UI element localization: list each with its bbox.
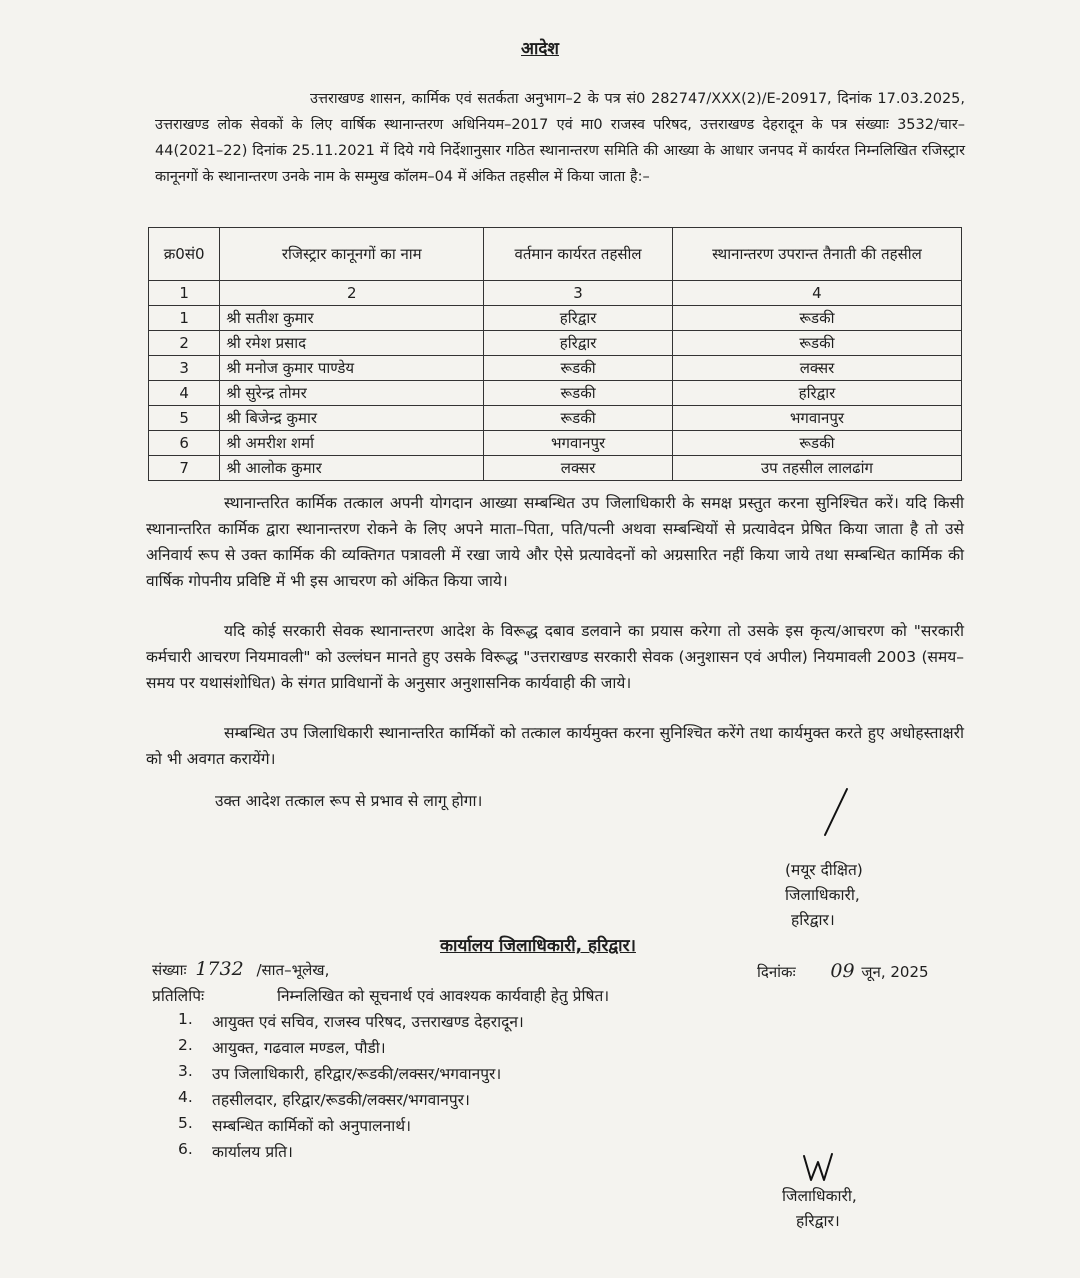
signatory-place: हरिद्वार।: [796, 1212, 840, 1230]
item-text: कार्यालय प्रति।: [212, 1143, 293, 1161]
signatory-block: [785, 858, 863, 933]
item-text: उप जिलाधिकारी, हरिद्वार/रूडकी/लक्सर/भगवानपुर।: [212, 1065, 502, 1083]
serial-cell: 7: [149, 456, 220, 481]
copy-line: [152, 984, 609, 1006]
current-tehsil-cell: रूडकी: [484, 406, 673, 431]
col-number: 2: [220, 281, 484, 306]
col-number: 1: [149, 281, 220, 306]
date-label: दिनांकः: [757, 963, 796, 981]
serial-cell: 1: [149, 306, 220, 331]
name-cell: श्री सतीश कुमार: [220, 306, 484, 331]
header-serial: क्र0सं0: [149, 228, 220, 281]
date-rest: जून, 2025: [861, 963, 929, 981]
signatory-place: हरिद्वार।: [791, 911, 835, 929]
serial-cell: 5: [149, 406, 220, 431]
serial-cell: 2: [149, 331, 220, 356]
item-number: 1.: [178, 1010, 193, 1028]
header-name: रजिस्ट्रार कानूनगों का नाम: [220, 228, 484, 281]
table-header-row: [149, 228, 962, 281]
list-item: [178, 1062, 524, 1088]
intro-paragraph: उत्तराखण्ड शासन, कार्मिक एवं सतर्कता अनुभाग–2 के पत्र सं0 282747/XXX(2)/E-20917, दिनांक 17.03.2025, उत्तराखण्ड लोक सेवकों के लिए वार्षिक स्थानान्तरण अधिनियम–2017 एवं मा0 राजस्व परिषद, उत्तराखण्ड देहरादून के पत्र संख्याः 3532/चार–44(2021–22) दिनांक 25.11.2021 में दिये गये निर्देशानुसार गठित स्थानान्तरण समिति की आख्या के आधार जनपद में कार्यरत निम्नलिखित रजिस्ट्रार कानूनगों के स्थानान्तरण उनके नाम के सम्मुख कॉलम–04 में अंकित तहसील में किया जाता है:–: [155, 91, 965, 185]
name-cell: श्री रमेश प्रसाद: [220, 331, 484, 356]
table-row: [149, 406, 962, 431]
paragraph-relieving: सम्बन्धित उप जिलाधिकारी स्थानान्तरित कार्मिकों को तत्काल कार्यमुक्त करना सुनिश्चित करेंगे तथा कार्यमुक्त करते हुए अधोहस्ताक्षरी को भी अवगत करायेंगे।: [146, 724, 964, 768]
header-new-tehsil: स्थानान्तरण उपरान्त तैनाती की तहसील: [672, 228, 961, 281]
item-number: 5.: [178, 1114, 193, 1132]
serial-cell: 3: [149, 356, 220, 381]
new-tehsil-cell: भगवानपुर: [672, 406, 961, 431]
current-tehsil-cell: लक्सर: [484, 456, 673, 481]
list-item: [178, 1140, 524, 1166]
number-suffix: /सात–भूलेख,: [256, 961, 330, 979]
table-row: [149, 306, 962, 331]
table-row: [149, 356, 962, 381]
item-text: आयुक्त एवं सचिव, राजस्व परिषद, उत्तराखण्ड देहरादून।: [212, 1013, 524, 1031]
signatory-designation: जिलाधिकारी,: [782, 1187, 857, 1205]
signature-mark-icon: [800, 1150, 840, 1186]
current-tehsil-cell: रूडकी: [484, 356, 673, 381]
paragraph-joining-report: स्थानान्तरित कार्मिक तत्काल अपनी योगदान आख्या सम्बन्धित उप जिलाधिकारी के समक्ष प्रस्तुत करना सुनिश्चित करें। यदि किसी स्थानान्तरित कार्मिक द्वारा स्थानान्तरण रोकने के लिए अपने माता–पिता, पति/पत्नी अथवा सम्बन्धियों से प्रत्यावेदन प्रेषित किया जाता है तो उसे अनिवार्य रूप से उक्त कार्मिक की व्यक्तिगत पत्रावली में रखा जाये और ऐसे प्रत्यावेदनों को अग्रसारित नहीं किया जाये तथा सम्बन्धित कार्मिक की वार्षिक गोपनीय प्रविष्टि में भी इस आचरण को अंकित किया जाये।: [146, 494, 964, 590]
endorsement-number: [152, 958, 329, 980]
list-item: [178, 1088, 524, 1114]
new-tehsil-cell: लक्सर: [672, 356, 961, 381]
item-number: 4.: [178, 1088, 193, 1106]
current-tehsil-cell: हरिद्वार: [484, 306, 673, 331]
signatory-designation: जिलाधिकारी,: [785, 886, 860, 904]
item-number: 3.: [178, 1062, 193, 1080]
number-label: संख्याः: [152, 961, 187, 979]
table-row: [149, 381, 962, 406]
col-number: 3: [484, 281, 673, 306]
table-row: [149, 331, 962, 356]
new-tehsil-cell: रूडकी: [672, 431, 961, 456]
handwritten-day: 09: [830, 960, 855, 982]
paragraph-pressure-warning: यदि कोई सरकारी सेवक स्थानान्तरण आदेश के विरूद्ध दबाव डलवाने का प्रयास करेगा तो उसके इस कृत्य/आचरण को "सरकारी कर्मचारी आचरण नियमावली" को उल्लंघन मानते हुए उसके विरूद्ध "उत्तराखण्ड सरकारी सेवक (अनुशासन एवं अपील) नियमावली 2003 (समय–समय पर यथासंशोधित) के संगत प्राविधानों के अनुसार अनुशासनिक कार्यवाही की जाये।: [146, 622, 964, 692]
list-item: [178, 1010, 524, 1036]
name-cell: श्री मनोज कुमार पाण्डेय: [220, 356, 484, 381]
order-title: आदेश: [521, 39, 559, 59]
serial-cell: 4: [149, 381, 220, 406]
current-tehsil-cell: रूडकी: [484, 381, 673, 406]
handwritten-number: 1732: [195, 958, 244, 980]
header-current-tehsil: वर्तमान कार्यरत तहसील: [484, 228, 673, 281]
new-tehsil-cell: रूडकी: [672, 306, 961, 331]
serial-cell: 6: [149, 431, 220, 456]
new-tehsil-cell: हरिद्वार: [672, 381, 961, 406]
item-number: 6.: [178, 1140, 193, 1158]
item-text: सम्बन्धित कार्मिकों को अनुपालनार्थ।: [212, 1117, 412, 1135]
office-heading: कार्यालय जिलाधिकारी, हरिद्वार।: [440, 936, 636, 956]
item-text: तहसीलदार, हरिद्वार/रूडकी/लक्सर/भगवानपुर।: [212, 1091, 470, 1109]
col-number: 4: [672, 281, 961, 306]
name-cell: श्री आलोक कुमार: [220, 456, 484, 481]
column-number-row: [149, 281, 962, 306]
endorsement-date: [757, 960, 929, 982]
copy-label: प्रतिलिपिः: [152, 987, 205, 1005]
current-tehsil-cell: हरिद्वार: [484, 331, 673, 356]
name-cell: श्री सुरेन्द्र तोमर: [220, 381, 484, 406]
item-number: 2.: [178, 1036, 193, 1054]
recipient-list: [178, 1010, 524, 1166]
name-cell: श्री बिजेन्द्र कुमार: [220, 406, 484, 431]
signatory-name: (मयूर दीक्षित): [785, 861, 863, 879]
paragraph-effective: उक्त आदेश तत्काल रूप से प्रभाव से लागू होगा।: [215, 792, 483, 810]
signature-mark-icon: [815, 785, 855, 840]
new-tehsil-cell: रूडकी: [672, 331, 961, 356]
signatory-block-2: [782, 1184, 857, 1234]
transfer-table: [148, 227, 962, 481]
list-item: [178, 1114, 524, 1140]
current-tehsil-cell: भगवानपुर: [484, 431, 673, 456]
new-tehsil-cell: उप तहसील लालढांग: [672, 456, 961, 481]
item-text: आयुक्त, गढवाल मण्डल, पौडी।: [212, 1039, 386, 1057]
name-cell: श्री अमरीश शर्मा: [220, 431, 484, 456]
table-row: [149, 431, 962, 456]
copy-text: निम्नलिखित को सूचनार्थ एवं आवश्यक कार्यवाही हेतु प्रेषित।: [276, 987, 610, 1005]
table-row: [149, 456, 962, 481]
list-item: [178, 1036, 524, 1062]
